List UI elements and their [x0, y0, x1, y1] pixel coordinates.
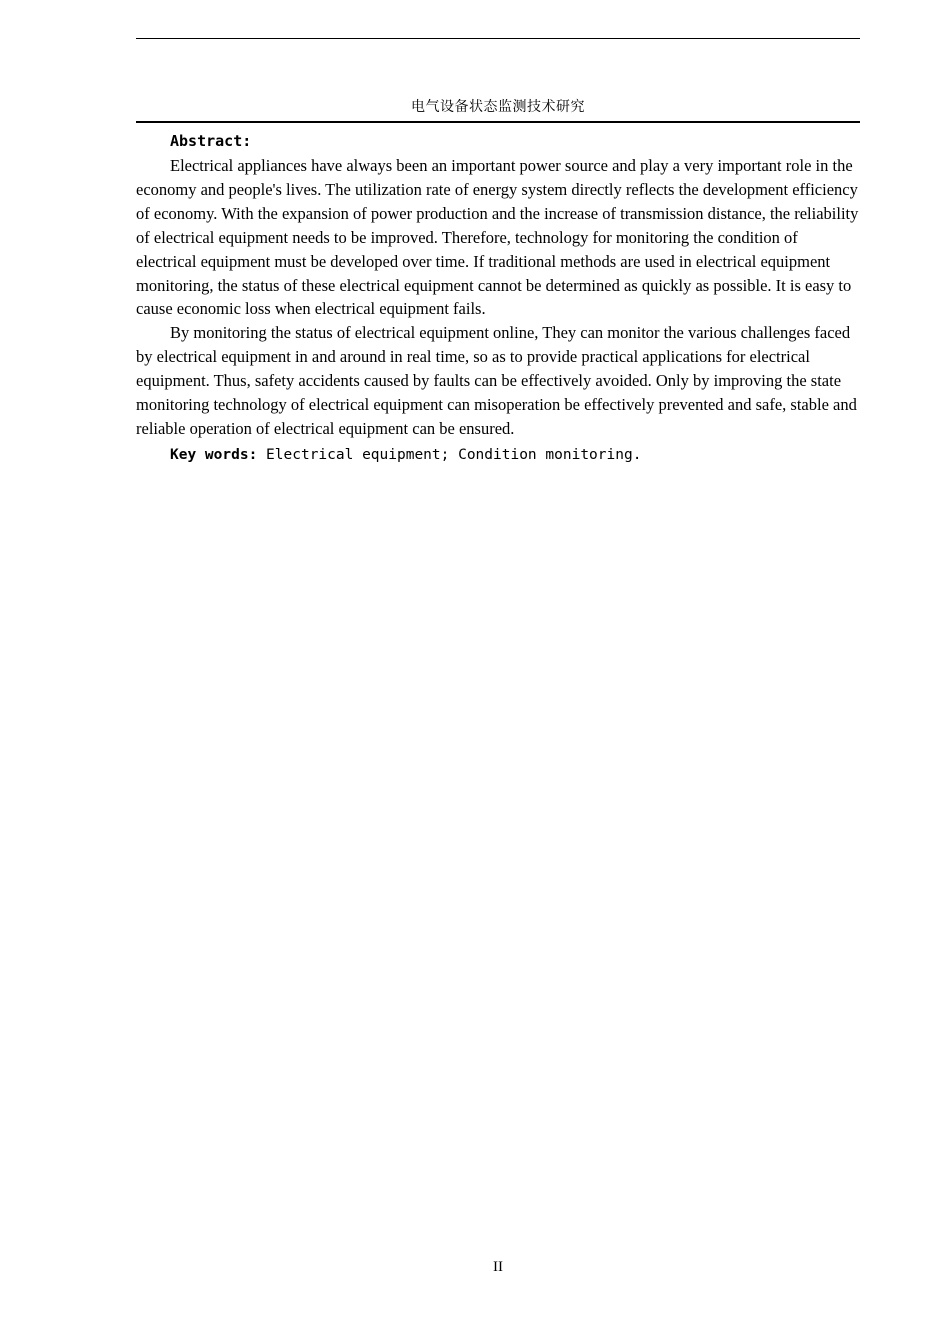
keywords-line	[136, 443, 860, 467]
top-rule	[136, 38, 860, 39]
abstract-section	[136, 130, 860, 467]
running-header: 电气设备状态监测技术研究	[411, 99, 585, 115]
header-rule	[136, 121, 860, 123]
keywords-label: Key words:	[170, 446, 258, 463]
abstract-paragraph-2: By monitoring the status of electrical equipment online, They can monitor the various challenges faced by electrical equipment in and around in real time, so as to provide practical applications for electrical equipment. Thus, safety accidents caused by faults can be effectively avoided. Only by improving the state monitoring technology of electrical equipment can misoperation be effectively prevented and safe, stable and reliable operation of electrical equipment can be ensured.	[136, 323, 857, 438]
page-number: II	[493, 1259, 503, 1275]
abstract-paragraph-1: Electrical appliances have always been an important power source and play a very important role in the economy and people's lives. The utilization rate of energy system directly reflects the development efficiency of economy. With the expansion of power production and the increase of transmission distance, the reliability of electrical equipment needs to be improved. Therefore, technology for monitoring the condition of electrical equipment must be developed over time. If traditional methods are used in electrical equipment monitoring, the status of these electrical equipment cannot be determined as quickly as possible. It is easy to cause economic loss when electrical equipment fails.	[136, 156, 859, 319]
keywords-text: Electrical equipment; Condition monitoring.	[257, 446, 642, 463]
abstract-heading: Abstract:	[170, 132, 252, 150]
